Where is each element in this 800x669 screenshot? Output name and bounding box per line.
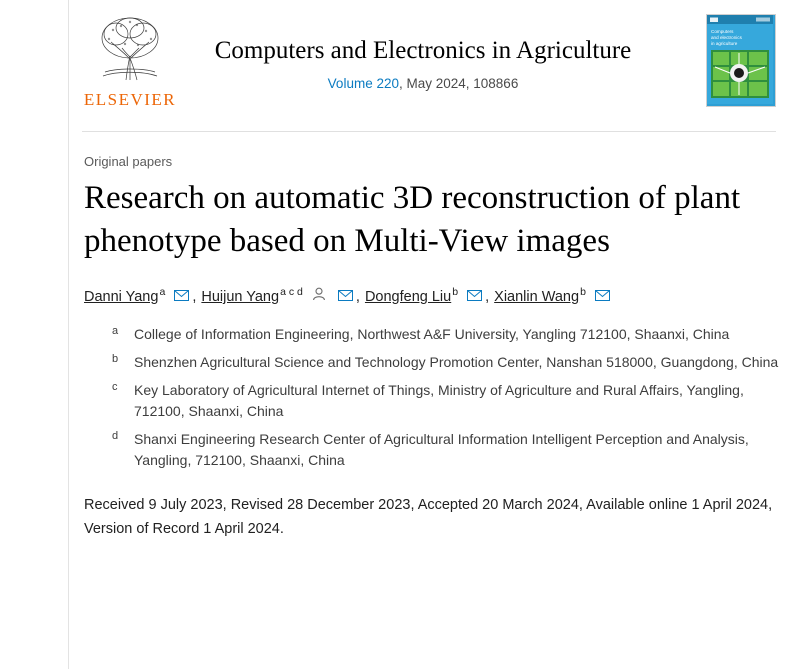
affiliation-row bbox=[112, 352, 800, 373]
journal-issue-meta bbox=[178, 76, 668, 91]
journal-volume-link[interactable]: Volume 220 bbox=[327, 76, 399, 91]
affiliation-list bbox=[112, 324, 800, 471]
article-block bbox=[84, 132, 784, 541]
envelope-icon-3[interactable] bbox=[467, 286, 482, 308]
journal-cover-image bbox=[707, 15, 773, 104]
svg-text:in agriculture: in agriculture bbox=[711, 41, 738, 46]
envelope-icon-2[interactable] bbox=[338, 286, 353, 308]
affiliation-mark: b bbox=[112, 353, 119, 365]
author-list bbox=[84, 281, 784, 308]
author-affiliation-marks-4: b bbox=[580, 286, 586, 298]
affiliation-row bbox=[112, 429, 800, 471]
elsevier-tree-icon bbox=[91, 12, 169, 88]
envelope-icon-1[interactable] bbox=[174, 286, 189, 308]
journal-issue-rest: , May 2024, 108866 bbox=[398, 76, 519, 91]
article-history: Received 9 July 2023, Revised 28 December 2023, Accepted 20 March 2024, Available online 1 April 2024, Version of Record 1 April 2024. bbox=[84, 497, 773, 537]
author-link-2[interactable]: Huijun Yang bbox=[201, 288, 280, 305]
elsevier-wordmark: ELSEVIER bbox=[83, 90, 177, 109]
journal-header bbox=[82, 0, 776, 132]
affiliation-text: Shanxi Engineering Research Center of Agricultural Information Intelligent Perception and Analysis, Yangling, 712100, Shaanxi, China bbox=[134, 431, 749, 468]
author-separator-2: , bbox=[355, 288, 360, 305]
author-affiliation-marks-3: b bbox=[452, 286, 459, 298]
svg-text:and electronics: and electronics bbox=[711, 35, 742, 40]
elsevier-logo[interactable] bbox=[82, 12, 178, 110]
author-separator-1: , bbox=[192, 288, 197, 305]
envelope-icon-4[interactable] bbox=[595, 286, 610, 308]
page-title: Research on automatic 3D reconstruction of plant phenotype based on Multi-View images bbox=[84, 180, 741, 259]
author-affiliation-marks-1: a bbox=[159, 286, 166, 298]
affiliation-row bbox=[112, 380, 800, 422]
author-link-4[interactable]: Xianlin Wang bbox=[494, 288, 580, 305]
author-separator-3: , bbox=[485, 288, 490, 305]
affiliation-mark: d bbox=[112, 430, 119, 442]
author-link-3[interactable]: Dongfeng Liu bbox=[364, 288, 452, 305]
affiliation-row bbox=[112, 324, 800, 345]
journal-name[interactable]: Computers and Electronics in Agriculture bbox=[214, 37, 632, 64]
page-content bbox=[84, 0, 784, 541]
author-affiliation-marks-2: a c d bbox=[280, 286, 303, 298]
affiliation-mark: c bbox=[112, 381, 118, 393]
affiliation-text: Key Laboratory of Agricultural Internet of Things, Ministry of Agriculture and Rural Affairs, Yangling, 712100, Shaanxi, China bbox=[134, 382, 744, 419]
svg-text:Computers: Computers bbox=[711, 29, 734, 34]
article-type-label: Original papers bbox=[84, 154, 173, 169]
affiliation-mark: a bbox=[112, 325, 119, 337]
person-icon-2[interactable] bbox=[312, 286, 326, 308]
author-link-1[interactable]: Danni Yang bbox=[84, 288, 159, 305]
journal-title-block bbox=[178, 36, 668, 91]
affiliation-text: College of Information Engineering, Northwest A&F University, Yangling 712100, Shaanxi, China bbox=[134, 326, 730, 342]
page-left-divider bbox=[68, 0, 69, 669]
journal-cover-thumbnail[interactable] bbox=[706, 14, 776, 107]
affiliation-text: Shenzhen Agricultural Science and Technology Promotion Center, Nanshan 518000, Guangdong, China bbox=[134, 354, 779, 370]
